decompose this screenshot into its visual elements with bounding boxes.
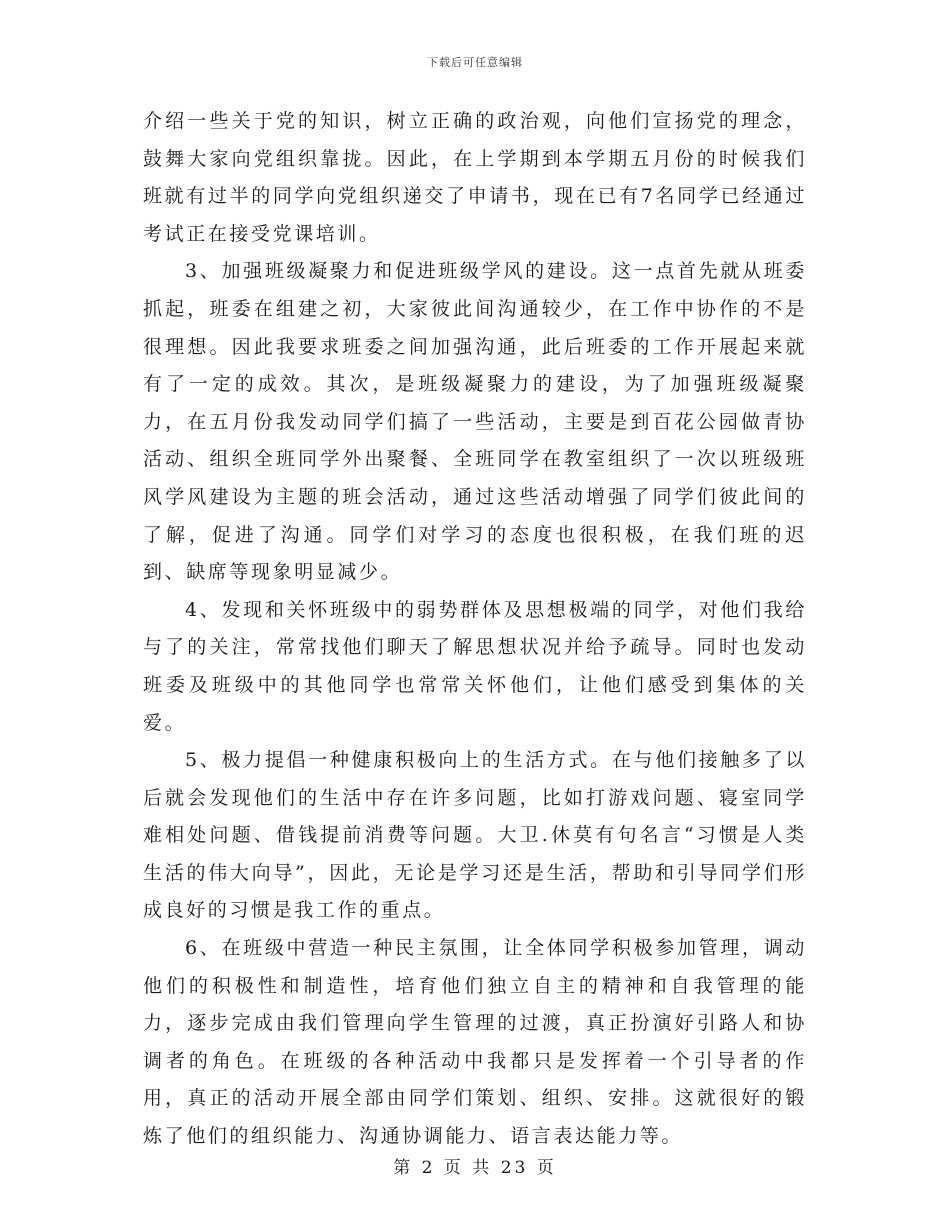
page-number-footer: 第 2 页 共 23 页 xyxy=(393,1158,557,1178)
paragraph-intro-continued: 介绍一些关于党的知识，树立正确的政治观，向他们宣扬党的理念，鼓舞大家向党组织靠拢。因此，在上学期到本学期五月份的时候我们班就有过半的同学向党组织递交了申请书，现在已有7名同学已经通过考试正在接受党课培训。 xyxy=(143,110,807,245)
paragraph-item-4: 4、发现和关怀班级中的弱势群体及思想极端的同学，对他们我给与了的关注，常常找他们聊天了解思想状况并给予疏导。同时也发动班委及班级中的其他同学也常常关怀他们，让他们感受到集体的关爱。 xyxy=(143,598,807,734)
paragraph-item-5: 5、极力提倡一种健康积极向上的生活方式。在与他们接触多了以后就会发现他们的生活中存在许多问题，比如打游戏问题、寝室同学难相处问题、借钱提前消费等问题。大卫.休莫有句名言“习惯是人类生活的伟大向导”，因此，无论是学习还是生活，帮助和引导同学们形成良好的习惯是我工作的重点。 xyxy=(143,749,807,922)
paragraph-item-6: 6、在班级中营造一种民主氛围，让全体同学积极参加管理，调动他们的积极性和制造性，培育他们独立自主的精神和自我管理的能力，逐步完成由我们管理向学生管理的过渡，真正扮演好引路人和协调者的角色。在班级的各种活动中我都只是发挥着一个引导者的作用，真正的活动开展全部由同学们策划、组织、安排。这就很好的锻炼了他们的组织能力、沟通协调能力、语言表达能力等。 xyxy=(143,937,807,1148)
document-body xyxy=(143,103,807,1156)
header-note: 下载后可任意编辑 xyxy=(427,56,523,69)
paragraph-item-3: 3、加强班级凝聚力和促进班级学风的建设。这一点首先就从班委抓起，班委在组建之初，大家彼此间沟通较少，在工作中协作的不是很理想。因此我要求班委之间加强沟通，此后班委的工作开展起来就有了一定的成效。其次，是班级凝聚力的建设，为了加强班级凝聚力，在五月份我发动同学们搞了一些活动，主要是到百花公园做青协活动、组织全班同学外出聚餐、全班同学在教室组织了一次以班级班风学风建设为主题的班会活动，通过这些活动增强了同学们彼此间的了解，促进了沟通。同学们对学习的态度也很积极，在我们班的迟到、缺席等现象明显减少。 xyxy=(143,260,807,584)
